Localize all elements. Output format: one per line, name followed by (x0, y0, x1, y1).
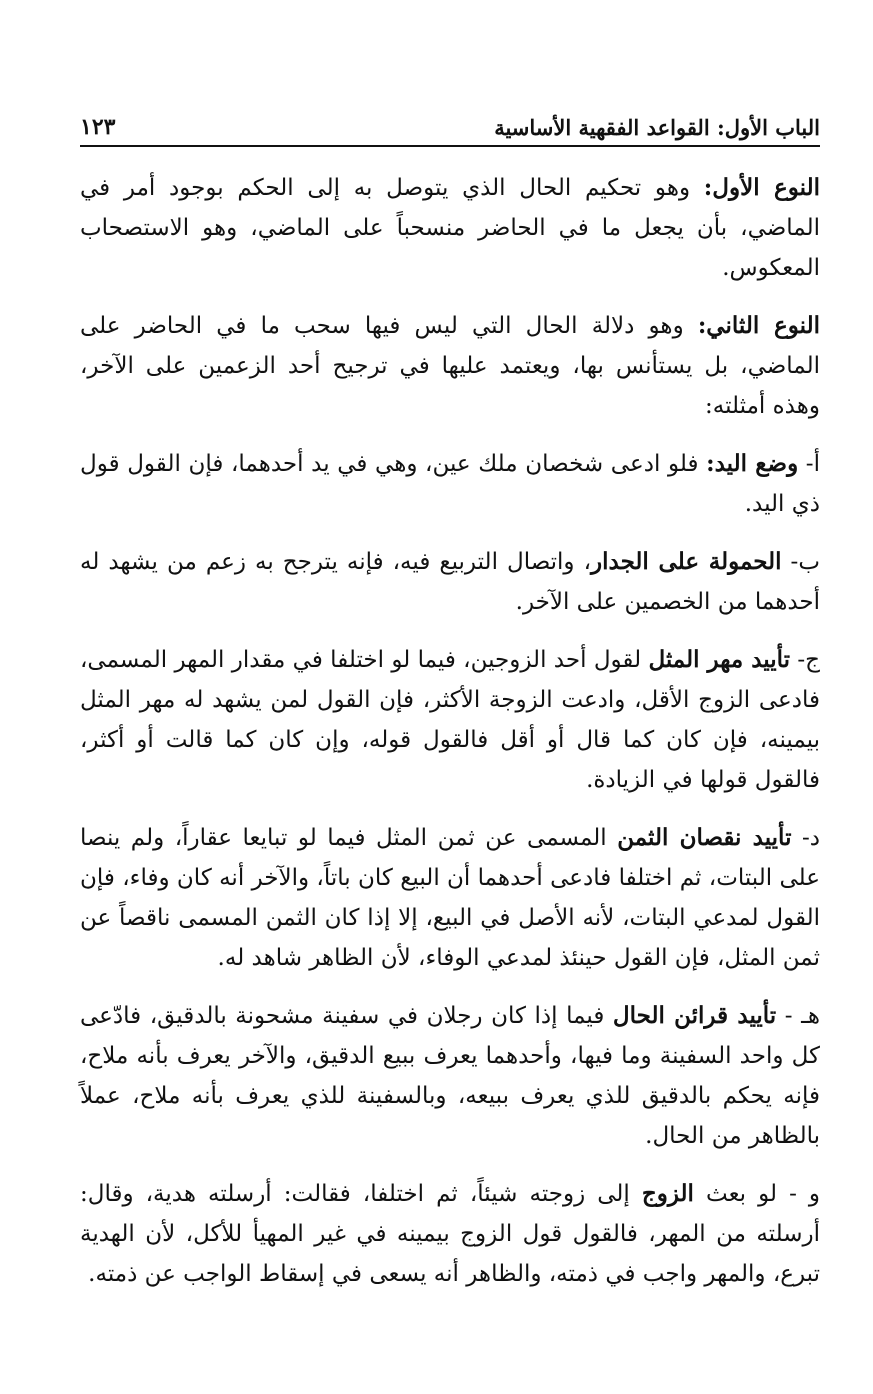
paragraph-lead: تأييد نقصان الثمن (617, 824, 792, 851)
paragraph-example-j (80, 640, 820, 800)
running-header (80, 100, 820, 146)
paragraph-first-type (80, 168, 820, 288)
paragraph-prefix: ب- (781, 549, 820, 575)
paragraph-lead: الزوج (641, 1180, 694, 1207)
paragraph-text: وهو تحكيم الحال الذي يتوصل به إلى الحكم بوجود أمر في الماضي، بأن يجعل ما في الحاضر منسحباً على الماضي، وهو الاستصحاب المعكوس. (80, 175, 820, 281)
paragraph-prefix: ج- (790, 647, 821, 673)
paragraph-prefix: هـ - (776, 1003, 820, 1029)
paragraph-text: ، واتصال التربيع فيه، فإنه يترجح به زعم من يشهد له أحدهما من الخصمين على الآخر. (80, 549, 820, 615)
paragraph-lead: النوع الأول: (703, 174, 820, 201)
paragraph-text: فيما إذا كان رجلان في سفينة مشحونة بالدقيق، فادّعى كل واحد السفينة وما فيها، وأحدهما يعرف ببيع الدقيق، والآخر يعرف بأنه ملاح، فإنه يحكم بالدقيق للذي يعرف ببيعه، وبالسفينة للذي يعرف بأنه ملاح، عملاً بالظاهر من الحال. (80, 1003, 820, 1149)
paragraph-text: لقول أحد الزوجين، فيما لو اختلفا في مقدار المهر المسمى، فادعى الزوج الأقل، وادعت الزوجة الأكثر، فإن القول لمن يشهد له مهر المثل بيمينه، فإن كان كما قال أو أقل فالقول قوله، وإن كان كما قالت أو أكثر، فالقول قولها في الزيادة. (80, 647, 820, 793)
paragraph-lead: الحمولة على الجدار (591, 548, 782, 575)
paragraph-example-d (80, 818, 820, 978)
paragraph-example-w (80, 1174, 820, 1294)
paragraph-lead: تأييد قرائن الحال (612, 1002, 777, 1029)
paragraph-prefix: أ- (798, 451, 820, 477)
paragraph-example-b (80, 542, 820, 622)
paragraph-example-h (80, 996, 820, 1156)
paragraph-prefix: د- (791, 825, 820, 851)
body-text (80, 168, 820, 1312)
paragraph-lead: النوع الثاني: (697, 312, 820, 339)
paragraph-prefix: و - لو بعث (693, 1181, 821, 1207)
paragraph-example-a (80, 444, 820, 524)
paragraph-text: المسمى عن ثمن المثل فيما لو تبايعا عقاراً، ولم ينصا على البتات، ثم اختلفا فادعى أحدهما أن البيع كان باتاً، والآخر أنه كان وفاء، فإن القول لمدعي البتات، لأنه الأصل في البيع، إلا إذا كان الثمن المسمى ناقصاً عن ثمن المثل، فإن القول حينئذ لمدعي الوفاء، لأن الظاهر شاهد له. (80, 825, 820, 971)
paragraph-lead: تأييد مهر المثل (648, 646, 791, 673)
paragraph-text: فلو ادعى شخصان ملك عين، وهي في يد أحدهما، فإن القول قول ذي اليد. (80, 451, 820, 517)
header-divider (80, 145, 820, 147)
paragraph-text: إلى زوجته شيئاً، ثم اختلفا، فقالت: أرسلته هدية، وقال: أرسلته من المهر، فالقول قول الزوج بيمينه في غير المهيأ للأكل، لأن الهدية تبرع، والمهر واجب في ذمته، والظاهر أنه يسعى في إسقاط الواجب عن ذمته. (80, 1181, 820, 1287)
paragraph-second-type (80, 306, 820, 426)
header-title: الباب الأول: القواعد الفقهية الأساسية (494, 115, 820, 140)
paragraph-text: وهو دلالة الحال التي ليس فيها سحب ما في الحاضر على الماضي، بل يستأنس بها، ويعتمد عليها في ترجيح أحد الزعمين على الآخر، وهذه أمثلته: (80, 313, 820, 419)
paragraph-lead: وضع اليد: (706, 450, 799, 477)
page-number: ١٢٣ (80, 114, 116, 140)
